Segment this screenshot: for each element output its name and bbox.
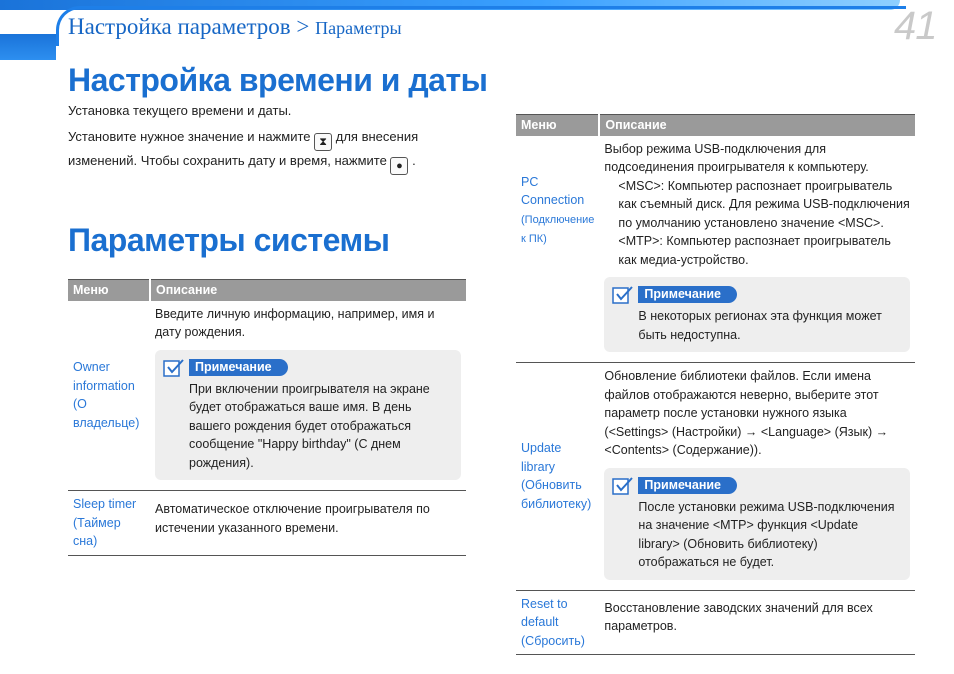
desc-cell: [599, 363, 915, 591]
menu-pc-connection-sub: (Подключение к ПК): [521, 213, 595, 246]
page-number: 41: [894, 4, 937, 48]
table-row: [516, 590, 915, 655]
note-box: [155, 350, 461, 481]
note-box: [604, 468, 910, 580]
note-label: Примечание: [638, 477, 737, 494]
date-section-title: Настройка времени и даты: [68, 62, 488, 98]
desc-cell: [150, 301, 466, 491]
desc-pc-connection: Выбор режима USB-подключения для подсоединения проигрывателя к компьютеру.: [604, 141, 869, 174]
note-text: При включении проигрывателя на экране будет отображаться ваше имя. В день вашего рождения будет отображаться сообщение "Happy birthday" (С днем рождения).: [189, 381, 430, 470]
table-row: [516, 136, 915, 363]
date-instructions: [68, 127, 418, 175]
col-menu: Меню: [68, 280, 150, 301]
header-tab: [0, 34, 56, 60]
note-box: [604, 277, 910, 352]
desc-sleep-timer: Автоматическое отключение проигрывателя по истечении указанного времени.: [150, 491, 466, 556]
menu-owner-information: Owner information (О владельце): [68, 301, 150, 491]
desc-cell: [599, 136, 915, 363]
menu-sleep-timer: Sleep timer (Таймер сна): [68, 491, 150, 556]
col-desc: Описание: [599, 115, 915, 136]
date-intro: Установка текущего времени и даты.: [68, 103, 292, 118]
date-instr-b: для внесения: [335, 129, 419, 144]
note-text: В некоторых регионах эта функция может быть недоступна.: [638, 309, 882, 342]
check-note-icon: [163, 358, 185, 378]
menu-reset-to-default: Reset to default (Сбросить): [516, 590, 599, 655]
col-desc: Описание: [150, 280, 466, 301]
note-label: Примечание: [638, 286, 737, 303]
date-instr-c: изменений. Чтобы сохранить дату и время, нажмите: [68, 153, 387, 168]
table-row: [516, 363, 915, 591]
breadcrumb: [68, 14, 402, 40]
note-label: Примечание: [189, 359, 288, 376]
system-options-table-continued: [516, 114, 915, 655]
note-text: После установки режима USB-подключения на значение <MTP> функция <Update library> (Обновить библиотеку) отображаться не будет.: [638, 499, 895, 569]
desc-reset-to-default: Восстановление заводских значений для всех параметров.: [599, 590, 915, 655]
desc-msc: <MSC>: Компьютер распознает проигрыватель как съемный диск. Для режима USB-подключения по умолчанию установлено значение <MSC>.: [618, 178, 910, 230]
check-note-icon: [612, 476, 634, 496]
system-section-title: Параметры системы: [68, 222, 390, 258]
date-instr-a: Установите нужное значение и нажмите: [68, 129, 311, 144]
breadcrumb-sub: Параметры: [315, 18, 402, 38]
desc-mtp: <MTP>: Компьютер распознает проигрыватель как медиа-устройство.: [618, 234, 891, 267]
date-instr-d: .: [412, 153, 416, 168]
breadcrumb-main: Настройка параметров >: [68, 14, 310, 39]
table-row: [68, 301, 466, 491]
table-row: [68, 491, 466, 556]
menu-pc-connection-label: PC Connection: [521, 174, 585, 208]
col-menu: Меню: [516, 115, 599, 136]
system-options-table: [68, 279, 466, 556]
desc-owner: Введите личную информацию, например, имя и дату рождения.: [155, 306, 435, 339]
hourglass-icon: ⧗: [314, 133, 332, 151]
menu-update-library: Update library (Обновить библиотеку): [516, 363, 599, 591]
select-button-icon: ●: [390, 157, 408, 175]
desc-update-library: Обновление библиотеки файлов. Если имена файлов отображаются неверно, выберите этот параметр после установки нужного языка (<Settings> (Настройки) → <Language> (Язык) → <Contents> (Содержание)).: [604, 369, 889, 457]
check-note-icon: [612, 285, 634, 305]
menu-pc-connection: [516, 136, 599, 363]
